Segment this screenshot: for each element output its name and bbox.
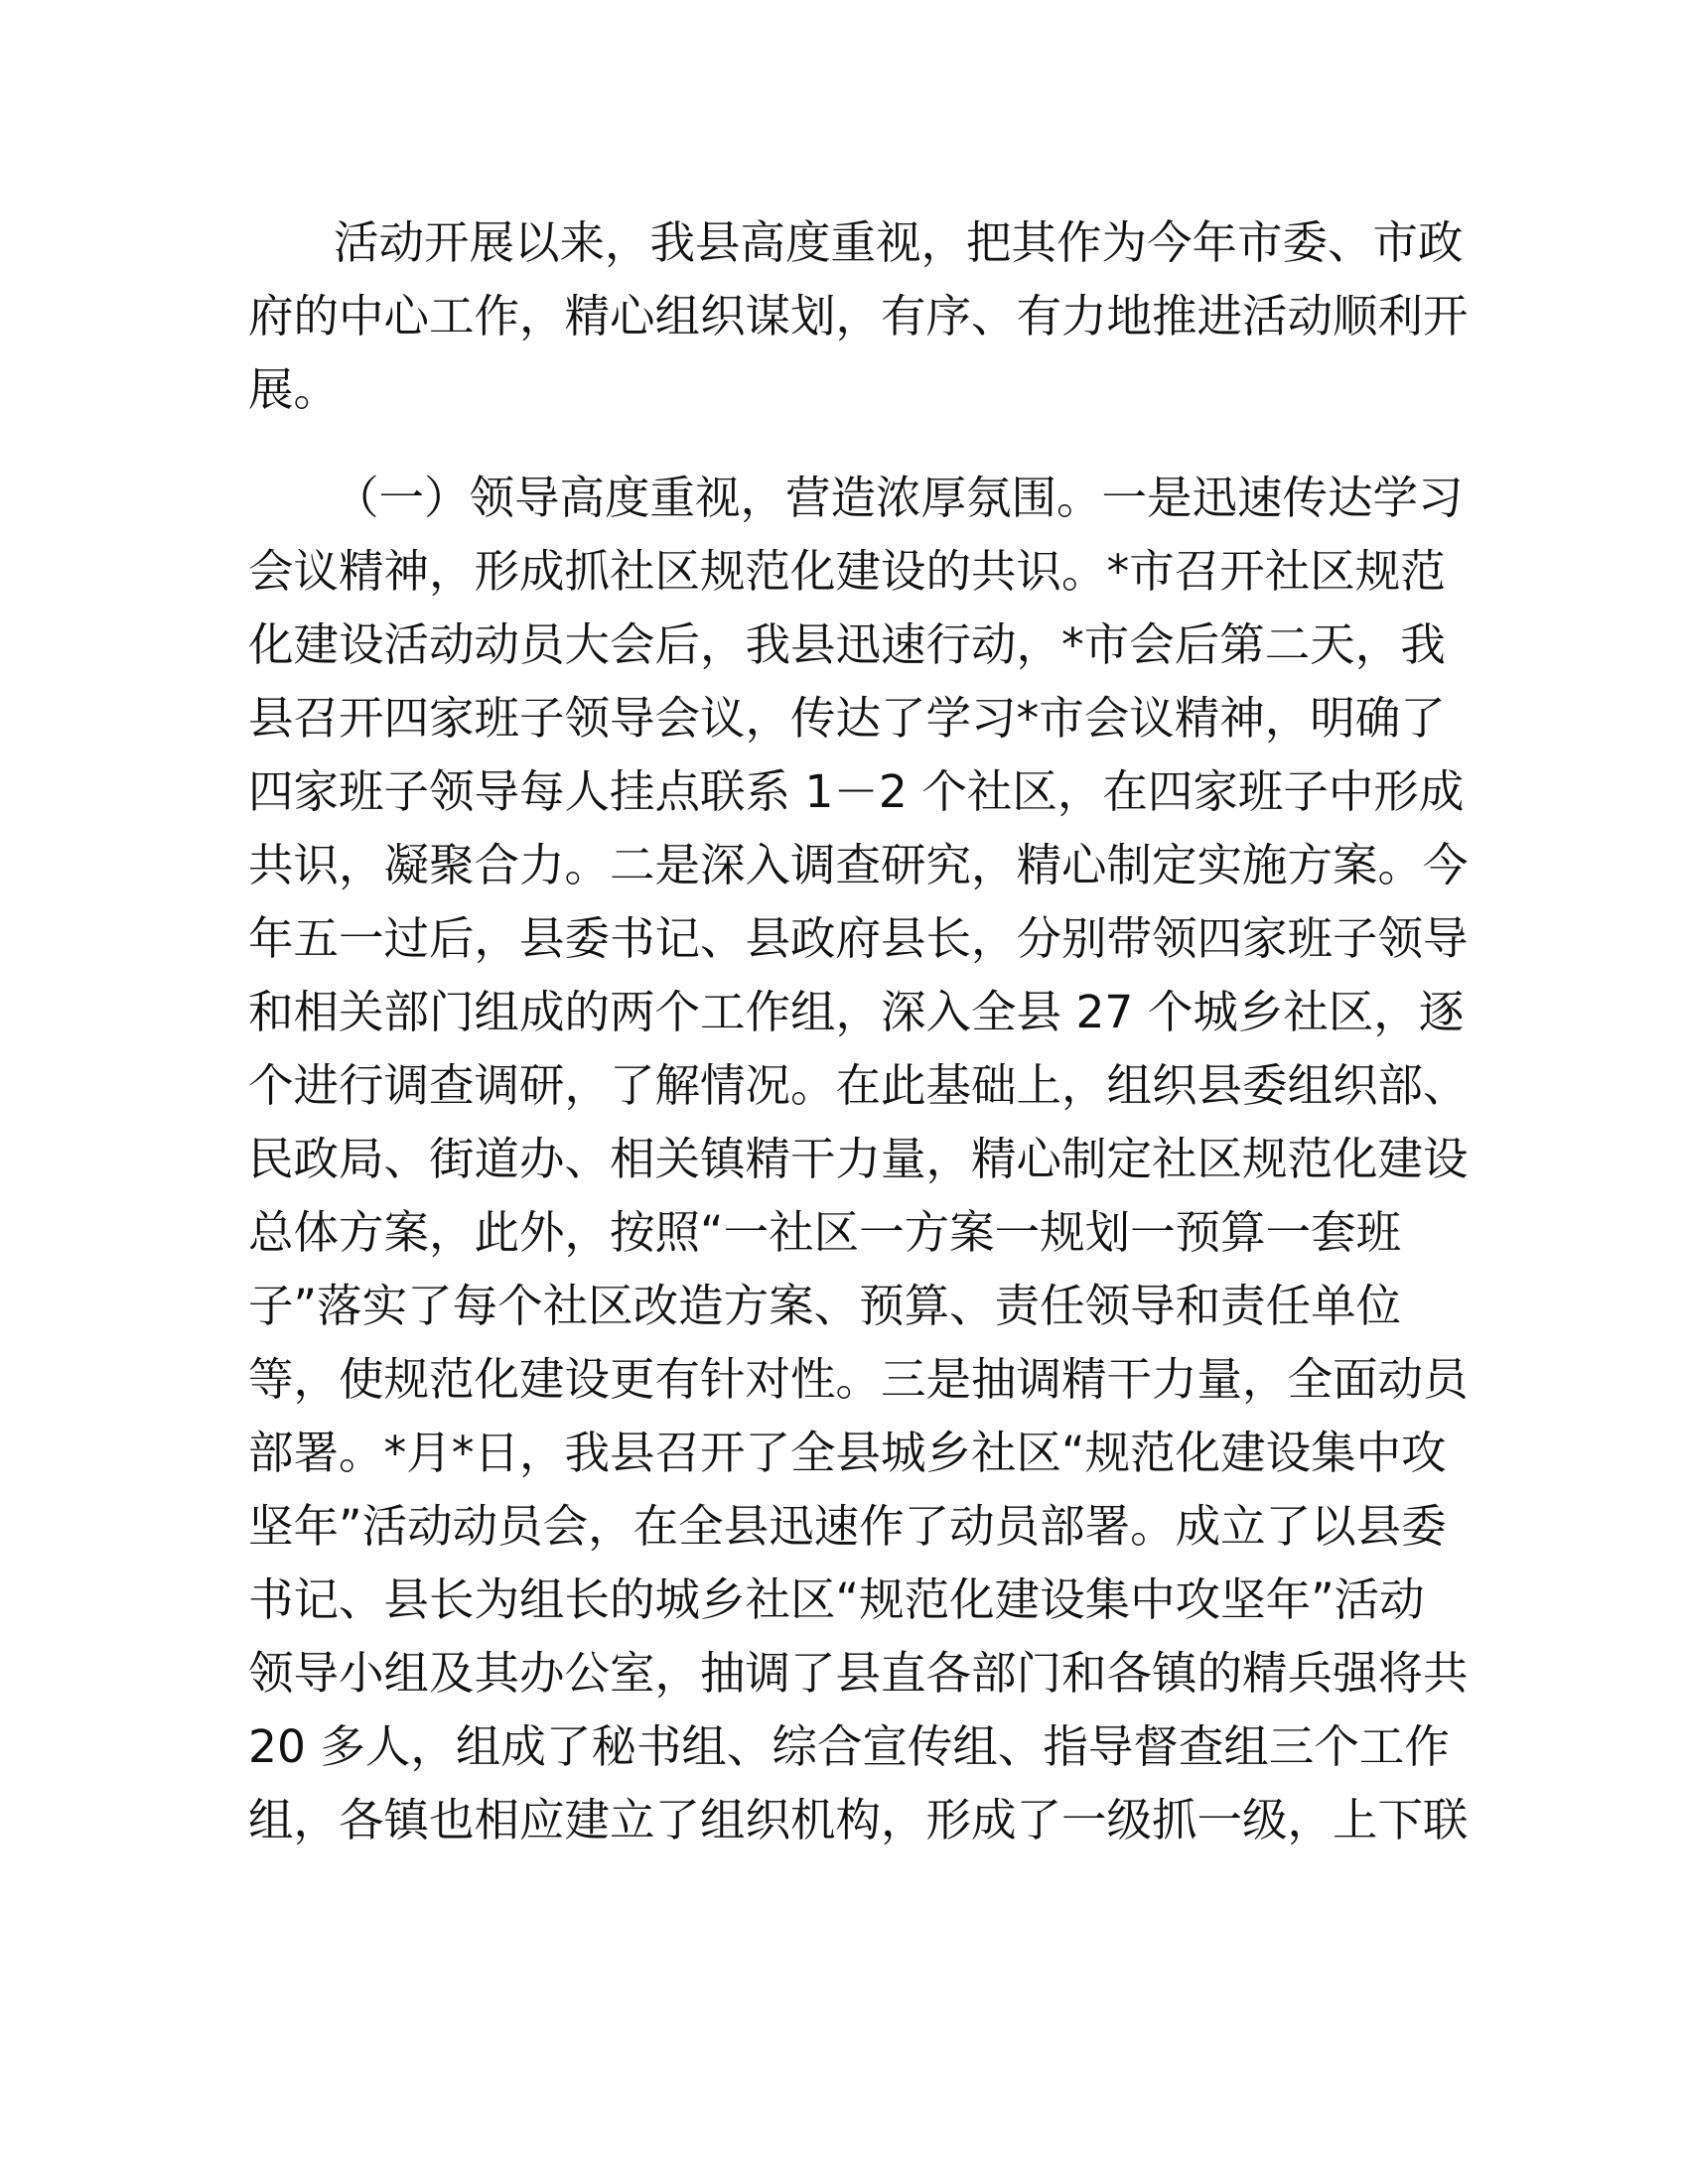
- text-line: 民政局、街道办、相关镇精干力量，精心制定社区规范化建设: [248, 1133, 1469, 1185]
- text-line: 等，使规范化建设更有针对性。三是抽调精干力量，全面动员: [248, 1353, 1469, 1406]
- paragraph-gap: [248, 427, 1440, 462]
- text-line: 四家班子领导每人挂点联系 1－2 个社区，在四家班子中形成: [248, 765, 1465, 818]
- text-line: 部署。*月*日，我县召开了全县城乡社区“规范化建设集中攻: [248, 1427, 1447, 1479]
- text-line: [248, 1857, 1440, 1931]
- text-line: 府的中心工作，精心组织谋划，有序、有力地推进活动顺利开: [248, 290, 1469, 342]
- text-line: 子”落实了每个社区改造方案、预算、责任领导和责任单位: [248, 1280, 1402, 1332]
- text-line: 坚年”活动动员会，在全县迅速作了动员部署。成立了以县委: [248, 1500, 1447, 1553]
- text-line: 20 多人，组成了秘书组、综合宣传组、指导督查组三个工作: [248, 1720, 1450, 1773]
- paragraph-leadership: [248, 462, 1469, 1931]
- text-line: 总体方案，此外，按照“一社区一方案一规划一预算一套班: [248, 1206, 1402, 1259]
- document-body: [248, 206, 1469, 1931]
- text-line: 展。: [248, 363, 340, 416]
- paragraph-intro: [248, 206, 1469, 427]
- text-line: 书记、县长为组长的城乡社区“规范化建设集中攻坚年”活动: [248, 1573, 1425, 1626]
- text-line: 个进行调查调研，了解情况。在此基础上，组织县委组织部、: [248, 1059, 1469, 1112]
- text-line: 会议精神，形成抓社区规范化建设的共识。*市召开社区规范: [248, 545, 1446, 598]
- text-line: 共识，凝聚合力。二是深入调查研究，精心制定实施方案。今: [248, 839, 1469, 891]
- text-line: 组，各镇也相应建立了组织机构，形成了一级抓一级，上下联: [248, 1794, 1469, 1846]
- text-line: 县召开四家班子领导会议，传达了学习*市会议精神，明确了: [248, 692, 1446, 745]
- text-line: 和相关部门组成的两个工作组，深入全县 27 个城乡社区，逐: [248, 986, 1465, 1038]
- text-line: （一）领导高度重视，营造浓厚氛围。一是迅速传达学习: [334, 472, 1464, 524]
- text-line: 活动开展以来，我县高度重视，把其作为今年市委、市政: [334, 216, 1464, 269]
- text-line: 化建设活动动员大会后，我县迅速行动，*市会后第二天，我: [248, 618, 1446, 671]
- text-line: 领导小组及其办公室，抽调了县直各部门和各镇的精兵强将共: [248, 1647, 1469, 1700]
- text-line: 年五一过后，县委书记、县政府县长，分别带领四家班子领导: [248, 912, 1469, 965]
